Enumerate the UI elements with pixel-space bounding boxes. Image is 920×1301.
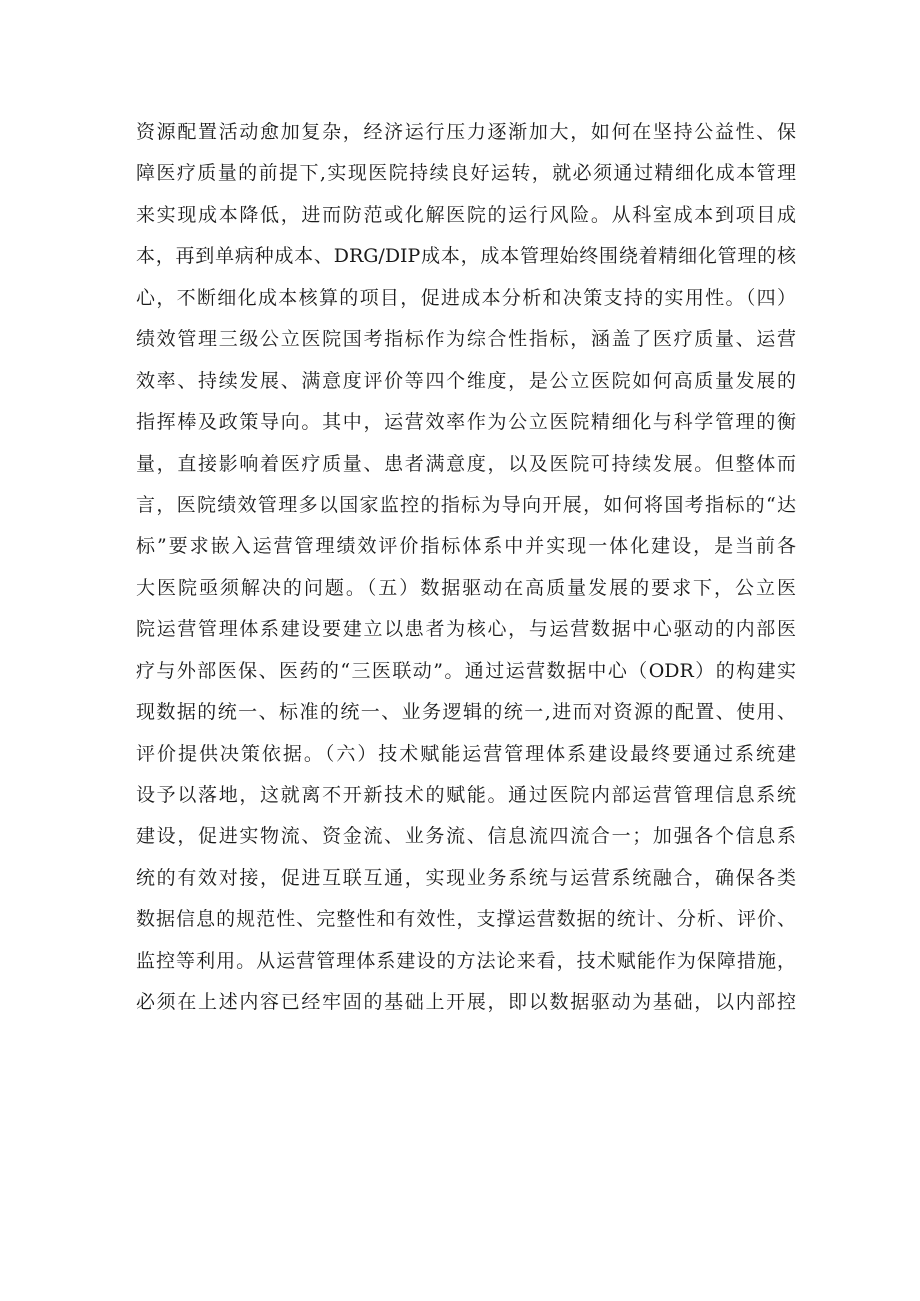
text-line: 本，再到单病种成本、DRG/DIP成本，成本管理始终围绕着精细化管理的核 (136, 245, 796, 268)
text-line: 来实现成本降低，进而防范或化解医院的运行风险。从科室成本到项目成 (136, 203, 796, 226)
text-line: 数据信息的规范性、完整性和有效性，支撑运营数据的统计、分析、评价、 (136, 908, 796, 931)
text-line: 言，医院绩效管理多以国家监控的指标为导向开展，如何将国考指标的“达 (136, 493, 796, 516)
text-line: 建设，促进实物流、资金流、业务流、信息流四流合一；加强各个信息系 (136, 825, 796, 848)
body-text (136, 112, 816, 1024)
text-line: 监控等利用。从运营管理体系建设的方法论来看，技术赋能作为保障措施， (136, 949, 796, 972)
text-line: 设予以落地，这就离不开新技术的赋能。通过医院内部运营管理信息系统 (136, 784, 796, 806)
text-line: 效率、持续发展、满意度评价等四个维度，是公立医院如何高质量发展的 (136, 369, 796, 392)
text-line: 大医院亟须解决的问题。（五）数据驱动在高质量发展的要求下，公立医 (136, 576, 796, 599)
text-line: 统的有效对接，促进互联互通，实现业务系统与运营系统融合，确保各类 (136, 866, 796, 889)
text-line: 绩效管理三级公立医院国考指标作为综合性指标，涵盖了医疗质量、运营 (136, 328, 796, 351)
text-line: 院运营管理体系建设要建立以患者为核心，与运营数据中心驱动的内部医 (136, 618, 796, 641)
text-line: 疗与外部医保、医药的“三医联动”。通过运营数据中心（ODR）的构建实 (136, 659, 796, 682)
text-line: 评价提供决策依据。（六）技术赋能运营管理体系建设最终要通过系统建 (136, 742, 796, 765)
text-line: 指挥棒及政策导向。其中，运营效率作为公立医院精细化与科学管理的衡 (136, 411, 796, 434)
text-line: 心，不断细化成本核算的项目，促进成本分析和决策支持的实用性。（四） (136, 286, 796, 309)
text-line: 量，直接影响着医疗质量、患者满意度，以及医院可持续发展。但整体而 (136, 452, 796, 475)
text-line: 障医疗质量的前提下,实现医院持续良好运转，就必须通过精细化成本管理 (136, 162, 796, 185)
text-line: 标”要求嵌入运营管理绩效评价指标体系中并实现一体化建设，是当前各 (136, 535, 796, 558)
text-line: 必须在上述内容已经牢固的基础上开展，即以数据驱动为基础，以内部控 (136, 991, 796, 1014)
text-line: 现数据的统一、标准的统一、业务逻辑的统一,进而对资源的配置、使用、 (136, 701, 796, 724)
text-line: 资源配置活动愈加复杂，经济运行压力逐渐加大，如何在坚持公益性、保 (136, 121, 796, 143)
